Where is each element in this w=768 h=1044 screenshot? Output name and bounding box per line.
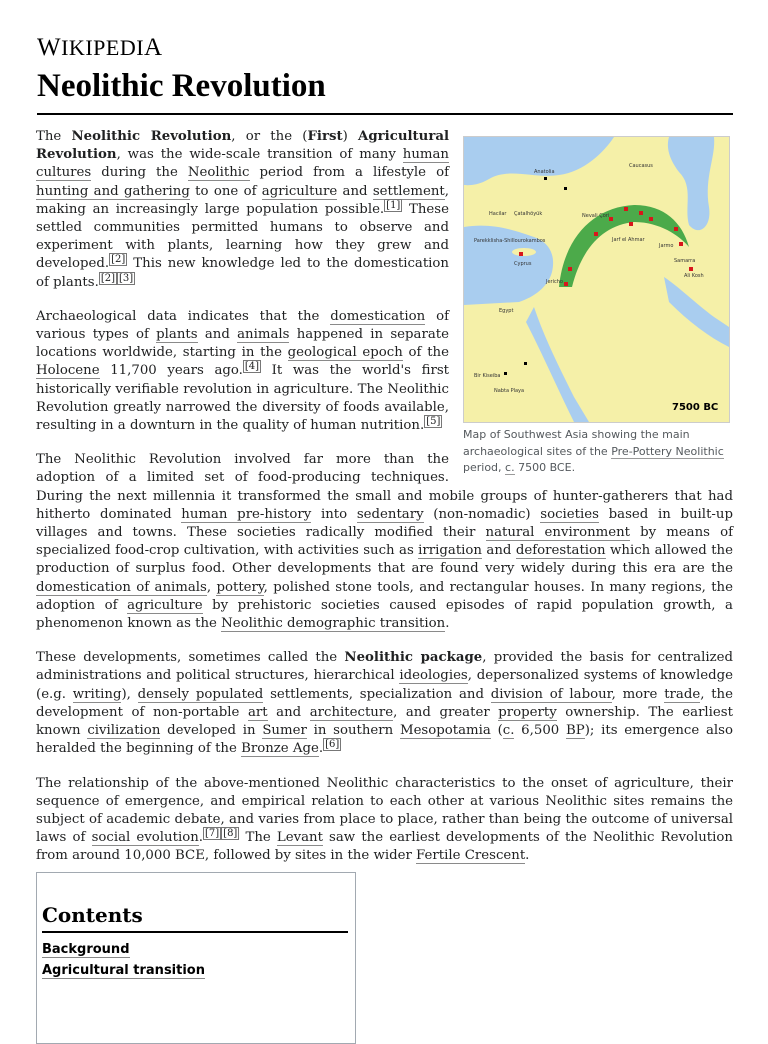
paragraph-package: These developments, sometimes called the Neolithic package, provided the basis for centralized administrations and political structures, hierarchical ideologies, depersonalized systems of knowledge (e.g. writing), densely populated settlements, specialization and division of labour, more trade, the development of non-portable art and architecture, and greater property ownership. The earliest known civilization developed in Sumer in southern Mesopotamia (c. 6,500 BP); its emergence also heralded the beginning of the Bronze Age. [6] [36, 650, 734, 757]
link-pre-pottery-neolithic[interactable]: Pre-Pottery Neolithic [611, 444, 724, 458]
link-ideologies[interactable]: ideologies [399, 668, 468, 684]
link-fertile-crescent[interactable]: Fertile Crescent [416, 848, 526, 864]
map-place-label: Jarf el Ahmar [612, 237, 645, 243]
citation-ref[interactable]: [2] [100, 272, 115, 284]
link-settlement[interactable]: settlement [372, 183, 445, 199]
link-agriculture-2[interactable]: agriculture [127, 597, 203, 613]
toc-item-agricultural-transition[interactable]: Agricultural transition [42, 963, 205, 978]
toc-item-background[interactable]: Background [42, 942, 130, 957]
link-domestication[interactable]: domestication [330, 308, 426, 324]
citation-ref[interactable]: [2] [111, 254, 126, 266]
map-place-label: Ali Kosh [684, 273, 704, 279]
citation-ref[interactable]: [5] [426, 416, 441, 428]
paragraph-intro: The Neolithic Revolution, or the (First) Agricultural Revolution, was the wide-scale transition of many human cultures during the Neolithic period from a lifestyle of hunting and gathering to one of agriculture and settlement, making an increasingly large population possible. [1] These settled communities permitted humans to observe and experiment with plants, learning how they grew and developed. [2] This new knowledge led to the domestication of plants. [2] [3] [36, 129, 450, 290]
table-of-contents [36, 872, 356, 1044]
link-circa[interactable]: c. [505, 461, 515, 474]
link-pottery[interactable]: pottery [216, 579, 264, 595]
link-human-prehistory[interactable]: human pre-history [181, 506, 312, 522]
link-societies[interactable]: societies [540, 506, 599, 522]
paragraph-relationship: The relationship of the above-mentioned Neolithic characteristics to the onset of agriculture, their sequence of emergence, and empirical relation to each other at various Neolithic sites remains the subject of academic debate, and varies from place to place, rather than being the outcome of universal laws of social evolution. [7] [8] The Levant saw the earliest developments of the Neolithic Revolution from around 10,000 BCE, followed by sites in the wider Fertile Crescent. [36, 775, 733, 864]
link-densely-populated[interactable]: densely populated [137, 686, 264, 702]
link-animals[interactable]: animals [237, 327, 290, 343]
link-sumer[interactable]: Sumer [262, 723, 307, 739]
link-division-of-labour[interactable]: division of labour [490, 686, 612, 702]
link-writing[interactable]: writing [72, 686, 122, 702]
wikipedia-logo[interactable]: WIKIPEDIA [37, 34, 163, 61]
link-geological-epoch[interactable]: geological epoch [287, 345, 403, 361]
citation-ref[interactable]: [4] [244, 361, 260, 373]
citation-ref[interactable]: [7] [205, 828, 220, 840]
map-place-label: Parekklisha-Shillourokambos [474, 238, 546, 244]
article-body [36, 128, 733, 882]
map-figure [463, 136, 733, 477]
map-place-label: Hacilar [489, 211, 507, 217]
map-place-label: Jarmo [659, 243, 674, 249]
citation-ref[interactable]: [6] [325, 739, 340, 751]
link-neolithic[interactable]: Neolithic [187, 165, 250, 181]
link-deforestation[interactable]: deforestation [515, 543, 606, 559]
citation-ref[interactable]: [8] [223, 828, 238, 840]
map-place-label: Nabta Playa [494, 388, 525, 394]
link-civilization[interactable]: civilization [87, 723, 161, 739]
link-trade[interactable]: trade [664, 686, 701, 702]
paragraph-archaeology: Archaeological data indicates that the domestication of various types of plants and animals happened in separate locations worldwide, starting in the geological epoch of the Holocene 11,700 years ago. [4] It was the world's first historically verifiable revolution in agriculture. The Neolithic Revolution greatly narrowed the diversity of foods available, resulting in a downturn in the quality of human nutrition. [5] [36, 308, 449, 434]
link-levant[interactable]: Levant [276, 830, 323, 846]
link-social-evolution[interactable]: social evolution [91, 830, 199, 846]
link-bp[interactable]: BP [566, 723, 585, 739]
title-divider [37, 113, 733, 115]
page-title: Neolithic Revolution [37, 68, 326, 104]
citation-ref[interactable]: [1] [386, 199, 401, 211]
paragraph-techniques: The Neolithic Revolution involved far more than the adoption of a limited set of food-producing techniques. During the next millennia it transformed the small and mobile groups of hunter-gatherers that had hitherto dominated human pre-history into sedentary (non-nomadic) societies based in built-up villages and towns. These societies radically modified their natural environment by means of specialized food-crop cultivation, with activities such as irrigation and deforestation which allowed the production of surplus food. Other developments that are found very widely during this era are the domestication of animals, pottery, polished stone tools, and rectangular houses. In many regions, the adoption of agriculture by prehistoric societies caused episodes of rapid population growth, a phenomenon known as the Neolithic demographic transition. [36, 452, 734, 632]
link-architecture[interactable]: architecture [309, 704, 394, 720]
link-plants[interactable]: plants [156, 327, 198, 343]
link-domestication-of-animals[interactable]: domestication of animals [36, 579, 207, 595]
link-holocene[interactable]: Holocene [36, 363, 100, 379]
map-place-label: Jericho [546, 279, 563, 285]
map-place-label: Caucasus [629, 163, 653, 169]
link-bronze-age[interactable]: Bronze Age [241, 741, 319, 757]
map-caption: Map of Southwest Asia showing the main archaeological sites of the Pre-Pottery Neolithic period, c. 7500 BCE. [463, 428, 724, 474]
neolithic-sites-map[interactable] [463, 136, 730, 423]
map-place-label: Samarra [674, 258, 696, 264]
link-natural-environment[interactable]: natural environment [485, 525, 631, 541]
map-place-label: Egypt [499, 308, 514, 314]
link-irrigation[interactable]: irrigation [418, 543, 482, 559]
map-place-label: Cyprus [514, 261, 532, 267]
map-date-label: 7500 BC [672, 402, 719, 413]
link-art[interactable]: art [247, 704, 268, 720]
toc-title: Contents [42, 903, 348, 933]
link-hunting-and-gathering[interactable]: hunting and gathering [36, 183, 190, 199]
link-circa-2[interactable]: c. [502, 723, 515, 739]
link-human-cultures[interactable]: human cultures [36, 147, 449, 181]
link-property[interactable]: property [498, 704, 557, 720]
map-place-label: Nevali Çori [582, 213, 610, 219]
link-sedentary[interactable]: sedentary [356, 506, 424, 522]
map-place-label: Çatalhöyük [514, 211, 543, 217]
map-place-label: Bir Kiseiba [474, 373, 501, 379]
link-mesopotamia[interactable]: Mesopotamia [399, 723, 491, 739]
map-place-label: Anatolia [534, 169, 555, 175]
link-neolithic-demographic-transition[interactable]: Neolithic demographic transition [221, 616, 446, 632]
citation-ref[interactable]: [3] [118, 272, 134, 284]
link-agriculture[interactable]: agriculture [261, 183, 338, 199]
